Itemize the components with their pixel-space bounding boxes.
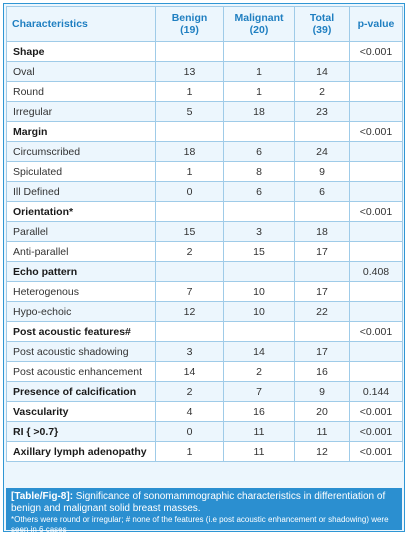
cell-malignant: 2 — [224, 362, 295, 382]
cell-total: 17 — [295, 282, 350, 302]
cell-total: 9 — [295, 382, 350, 402]
row-label: Axillary lymph adenopathy — [7, 442, 156, 462]
cell-benign: 18 — [156, 142, 224, 162]
cell-total — [295, 122, 350, 142]
cell-malignant — [224, 202, 295, 222]
row-label: Spiculated — [7, 162, 156, 182]
header-malignant: Malignant (20) — [224, 7, 295, 42]
cell-total: 20 — [295, 402, 350, 422]
cell-malignant — [224, 322, 295, 342]
cell-malignant — [224, 262, 295, 282]
table-row — [7, 62, 403, 82]
table-row — [7, 322, 403, 342]
cell-malignant: 8 — [224, 162, 295, 182]
cell-total: 12 — [295, 442, 350, 462]
cell-pvalue — [350, 142, 403, 162]
cell-benign: 4 — [156, 402, 224, 422]
cell-pvalue: <0.001 — [350, 402, 403, 422]
cell-total: 14 — [295, 62, 350, 82]
cell-total — [295, 202, 350, 222]
cell-pvalue: <0.001 — [350, 422, 403, 442]
cell-pvalue: <0.001 — [350, 42, 403, 62]
cell-total: 23 — [295, 102, 350, 122]
row-label: Post acoustic shadowing — [7, 342, 156, 362]
cell-benign — [156, 322, 224, 342]
cell-pvalue — [350, 282, 403, 302]
row-label: RI { >0.7} — [7, 422, 156, 442]
table-figure — [3, 3, 405, 532]
table-row — [7, 382, 403, 402]
row-label: Parallel — [7, 222, 156, 242]
table-row — [7, 122, 403, 142]
row-label: Orientation* — [7, 202, 156, 222]
table-row — [7, 362, 403, 382]
cell-pvalue: <0.001 — [350, 322, 403, 342]
cell-pvalue — [350, 302, 403, 322]
table-row — [7, 242, 403, 262]
header-characteristics: Characteristics — [7, 7, 156, 42]
row-label: Circumscribed — [7, 142, 156, 162]
table-row — [7, 342, 403, 362]
row-label: Margin — [7, 122, 156, 142]
row-label: Hypo-echoic — [7, 302, 156, 322]
cell-benign: 1 — [156, 82, 224, 102]
header-row — [7, 7, 403, 42]
cell-malignant: 10 — [224, 302, 295, 322]
table-row — [7, 222, 403, 242]
cell-malignant: 14 — [224, 342, 295, 362]
table-row — [7, 442, 403, 462]
cell-malignant — [224, 122, 295, 142]
table-caption — [6, 488, 402, 534]
row-label: Ill Defined — [7, 182, 156, 202]
cell-pvalue — [350, 242, 403, 262]
row-label: Round — [7, 82, 156, 102]
caption-footnote: *Others were round or irregular; # none of the features (i.e post acoustic enhancement or shadowing) were seen in 6 cases — [11, 515, 389, 534]
cell-total: 2 — [295, 82, 350, 102]
cell-total: 11 — [295, 422, 350, 442]
row-label: Heterogenous — [7, 282, 156, 302]
table-row — [7, 262, 403, 282]
cell-malignant: 10 — [224, 282, 295, 302]
cell-total: 6 — [295, 182, 350, 202]
cell-malignant — [224, 42, 295, 62]
cell-pvalue — [350, 82, 403, 102]
cell-total: 18 — [295, 222, 350, 242]
cell-benign — [156, 262, 224, 282]
cell-malignant: 3 — [224, 222, 295, 242]
cell-pvalue: 0.408 — [350, 262, 403, 282]
table-row — [7, 162, 403, 182]
cell-pvalue — [350, 62, 403, 82]
cell-benign: 14 — [156, 362, 224, 382]
table-row — [7, 202, 403, 222]
row-label: Irregular — [7, 102, 156, 122]
cell-malignant: 7 — [224, 382, 295, 402]
table-row — [7, 282, 403, 302]
table-row — [7, 302, 403, 322]
cell-benign: 3 — [156, 342, 224, 362]
cell-benign: 12 — [156, 302, 224, 322]
cell-benign: 15 — [156, 222, 224, 242]
cell-benign: 7 — [156, 282, 224, 302]
cell-total — [295, 322, 350, 342]
header-total: Total (39) — [295, 7, 350, 42]
characteristics-table — [6, 6, 403, 462]
cell-malignant: 11 — [224, 422, 295, 442]
cell-benign: 1 — [156, 162, 224, 182]
caption-main: [Table/Fig-8]: Significance of sonomammographic characteristics in differentiation of benign and malignant solid breast masses. — [11, 491, 386, 514]
table-row — [7, 402, 403, 422]
cell-pvalue — [350, 342, 403, 362]
row-label: Oval — [7, 62, 156, 82]
table-row — [7, 182, 403, 202]
cell-benign: 2 — [156, 382, 224, 402]
cell-malignant: 18 — [224, 102, 295, 122]
row-label: Echo pattern — [7, 262, 156, 282]
row-label: Post acoustic enhancement — [7, 362, 156, 382]
row-label: Anti-parallel — [7, 242, 156, 262]
cell-malignant: 1 — [224, 62, 295, 82]
cell-total: 22 — [295, 302, 350, 322]
cell-benign — [156, 202, 224, 222]
cell-total: 16 — [295, 362, 350, 382]
row-label: Vascularity — [7, 402, 156, 422]
table-row — [7, 422, 403, 442]
cell-total: 24 — [295, 142, 350, 162]
cell-total — [295, 262, 350, 282]
cell-benign: 1 — [156, 442, 224, 462]
cell-pvalue — [350, 102, 403, 122]
header-benign: Benign (19) — [156, 7, 224, 42]
cell-benign — [156, 122, 224, 142]
cell-pvalue: <0.001 — [350, 202, 403, 222]
row-label: Presence of calcification — [7, 382, 156, 402]
row-label: Post acoustic features# — [7, 322, 156, 342]
table-row — [7, 142, 403, 162]
cell-benign: 0 — [156, 182, 224, 202]
cell-malignant: 6 — [224, 142, 295, 162]
cell-benign — [156, 42, 224, 62]
cell-benign: 5 — [156, 102, 224, 122]
cell-malignant: 16 — [224, 402, 295, 422]
cell-total: 17 — [295, 342, 350, 362]
cell-total: 9 — [295, 162, 350, 182]
cell-benign: 2 — [156, 242, 224, 262]
cell-malignant: 6 — [224, 182, 295, 202]
cell-pvalue: <0.001 — [350, 442, 403, 462]
cell-pvalue: 0.144 — [350, 382, 403, 402]
cell-benign: 0 — [156, 422, 224, 442]
cell-pvalue — [350, 222, 403, 242]
table-row — [7, 42, 403, 62]
cell-pvalue: <0.001 — [350, 122, 403, 142]
cell-malignant: 1 — [224, 82, 295, 102]
table-row — [7, 102, 403, 122]
cell-pvalue — [350, 182, 403, 202]
cell-malignant: 11 — [224, 442, 295, 462]
row-label: Shape — [7, 42, 156, 62]
cell-total: 17 — [295, 242, 350, 262]
cell-pvalue — [350, 362, 403, 382]
cell-benign: 13 — [156, 62, 224, 82]
cell-total — [295, 42, 350, 62]
cell-malignant: 15 — [224, 242, 295, 262]
header-pvalue: p-value — [350, 7, 403, 42]
table-row — [7, 82, 403, 102]
cell-pvalue — [350, 162, 403, 182]
